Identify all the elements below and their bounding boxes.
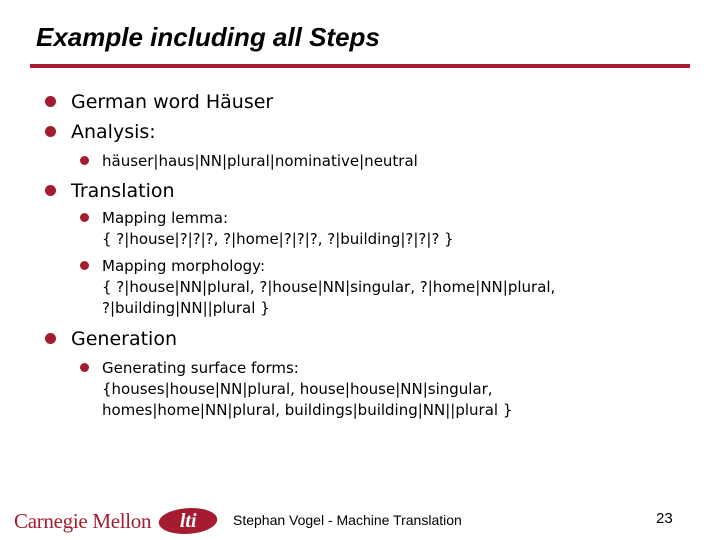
bullet-analysis <box>45 120 156 144</box>
bullet-translation <box>45 179 175 203</box>
bullet-icon <box>45 333 56 344</box>
sub-bullet-analysis-result <box>80 151 418 172</box>
cmu-wordmark: Carnegie Mellon <box>14 508 152 533</box>
sub-bullet-text: Generating surface forms: <box>102 359 299 377</box>
lti-badge <box>156 508 221 534</box>
sub-bullet-text: Mapping lemma: <box>102 209 229 227</box>
bullet-icon <box>80 156 89 165</box>
sub-bullet-text: { ?|house|NN|plural, ?|house|NN|singular, ?|home|NN|plural, <box>102 278 556 296</box>
bullet-icon <box>80 363 89 372</box>
cmu-lti-logo <box>14 506 217 536</box>
bullet-text: Translation <box>71 180 175 202</box>
bullet-icon <box>45 126 56 137</box>
bullet-icon <box>45 185 56 196</box>
sub-bullet-generating-forms <box>80 358 512 421</box>
sub-bullet-text: häuser|haus|NN|plural|nominative|neutral <box>102 152 418 170</box>
sub-bullet-mapping-morphology <box>80 256 555 319</box>
footer-author-course: Stephan Vogel - Machine Translation <box>233 512 462 528</box>
bullet-icon <box>80 213 89 222</box>
sub-bullet-text: { ?|house|?|?|?, ?|home|?|?|?, ?|building|?|?|? } <box>102 230 454 248</box>
bullet-icon <box>80 261 89 270</box>
page-number: 23 <box>656 510 673 527</box>
lti-badge-text: lti <box>179 509 197 532</box>
sub-bullet-text: homes|home|NN|plural, buildings|building|NN||plural } <box>102 401 513 419</box>
sub-bullet-text: ?|building|NN||plural } <box>102 299 270 317</box>
bullet-german-word <box>45 90 273 114</box>
sub-bullet-text: Mapping morphology: <box>102 257 266 275</box>
bullet-generation <box>45 327 177 351</box>
bullet-text: German word Häuser <box>71 91 274 113</box>
bullet-icon <box>45 96 56 107</box>
bullet-text: Analysis: <box>71 121 156 143</box>
slide-title: Example including all Steps <box>36 22 380 52</box>
bullet-text: Generation <box>71 328 177 350</box>
sub-bullet-mapping-lemma <box>80 208 454 250</box>
sub-bullet-text: {houses|house|NN|plural, house|house|NN|singular, <box>102 380 493 398</box>
